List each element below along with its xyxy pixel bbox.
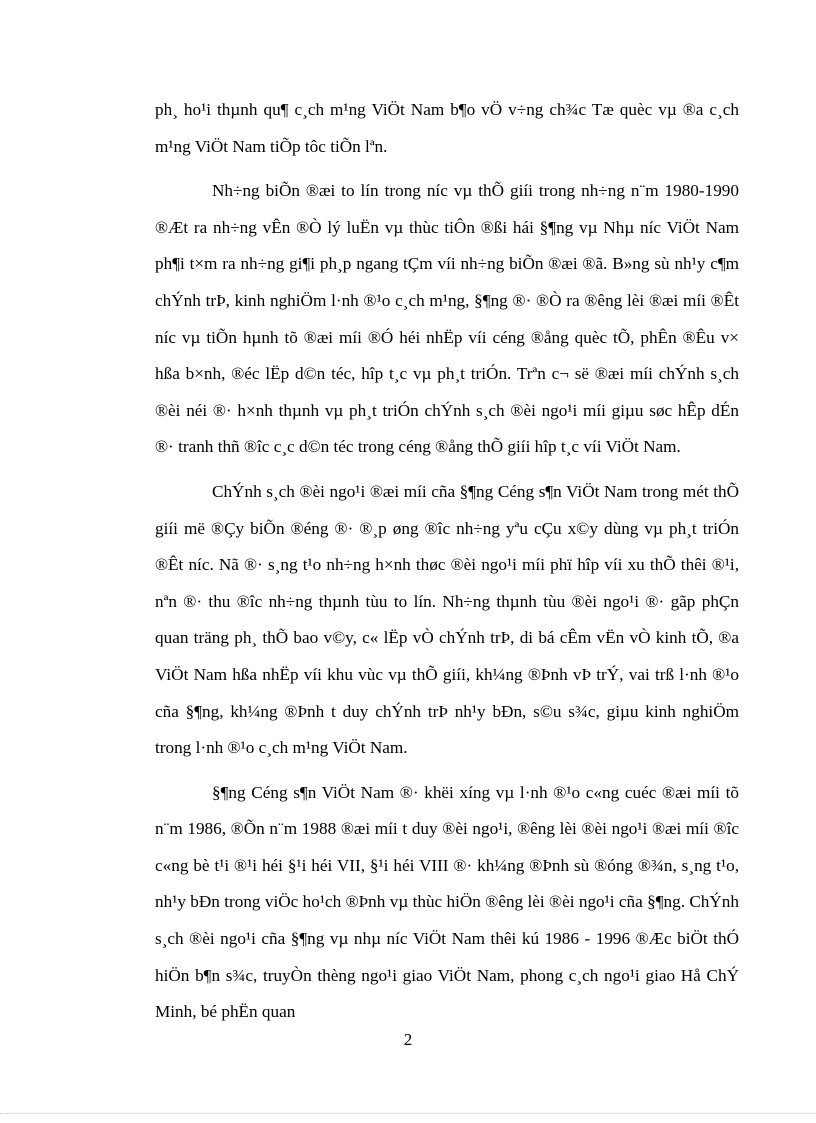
body-text (155, 92, 739, 1039)
page-number: 2 (403, 1030, 413, 1049)
paragraph: §¶ng Céng s¶n ViÖt Nam ®· khëi xíng vµ l·nh ®¹o c«ng cuéc ®æi míi tõ n¨m 1986, ®Õn n¨m 1988 ®æi míi t duy ®èi ngo¹i, ®êng lèi ®èi ngo¹i ®æi míi ®îc c«ng bè t¹i ®¹i héi §¹i héi VII, §¹i héi VIII ®· kh¼ng ®Þnh sù ®óng ®¾n, s¸ng t¹o, nh¹y bÐn trong viÖc ho¹ch ®Þnh vµ thùc hiÖn ®êng lèi ®èi ngo¹i cña §¶ng. ChÝnh s¸ch ®èi ngo¹i cña §¶ng vµ nhµ níc ViÖt Nam thêi kú 1986 - 1996 ®Æc biÖt thÓ hiÖn b¶n s¾c, truyÒn thèng ngo¹i giao ViÖt Nam, phong c¸ch ngo¹i giao Hå ChÝ Minh, bé phËn quan (155, 782, 739, 1022)
paragraph: ChÝnh s¸ch ®èi ngo¹i ®æi míi cña §¶ng Céng s¶n ViÖt Nam trong mét thÕ giíi më ®Çy biÕn ®éng ®· ®¸p øng ®îc nh÷ng yªu cÇu x©y dùng vµ ph¸t triÓn ®Êt níc. Nã ®· s¸ng t¹o nh÷ng h×nh thøc ®èi ngo¹i míi phï hîp víi xu thÕ thêi ®¹i, nªn ®· thu ®îc nh÷ng thµnh tùu to lín. Nh÷ng thµnh tùu ®èi ngo¹i ®· gãp phÇn quan träng ph¸ thÕ bao v©y, c« lËp vÒ chÝnh trÞ, di bá cÊm vËn vÒ kinh tÕ, ®a ViÖt Nam hßa nhËp víi khu vùc vµ thÕ giíi, kh¼ng ®Þnh vÞ trÝ, vai trß l·nh ®¹o cña §¶ng, kh¼ng ®Þnh t duy chÝnh trÞ nh¹y bÐn, s©u s¾c, giµu kinh nghiÖm trong l·nh ®¹o c¸ch m¹ng ViÖt Nam. (155, 481, 739, 758)
page-bottom-border (0, 1113, 816, 1114)
paragraph: Nh÷ng biÕn ®æi to lín trong níc vµ thÕ giíi trong nh÷ng n¨m 1980-1990 ®Æt ra nh÷ng vÊn ®Ò lý luËn vµ thùc tiÔn ®ßi hái §¶ng vµ Nhµ níc ViÖt Nam ph¶i t×m ra nh÷ng gi¶i ph¸p ngang tÇm víi nh÷ng biÕn ®æi ®ã. B»ng sù nh¹y c¶m chÝnh trÞ, kinh nghiÖm l·nh ®¹o c¸ch m¹ng, §¶ng ®· ®Ò ra ®êng lèi ®æi míi ®Êt níc vµ tiÕn hµnh tõ ®æi míi ®Ó héi nhËp víi céng ®ång quèc tÕ, phÊn ®Êu v× hßa b×nh, ®éc lËp d©n téc, hîp t¸c vµ ph¸t triÓn. Trªn c¬ së ®æi míi chÝnh s¸ch ®èi néi ®· h×nh thµnh vµ ph¸t triÓn chÝnh s¸ch ®èi ngo¹i míi giµu søc hÊp dÉn ®· tranh thñ ®îc c¸c d©n téc trong céng ®ång thÕ giíi hîp t¸c víi ViÖt Nam. (155, 181, 739, 457)
paragraph-continuation: ph¸ ho¹i thµnh qu¶ c¸ch m¹ng ViÖt Nam b¶o vÖ v÷ng ch¾c Tæ quèc vµ ®a c¸ch m¹ng ViÖt Nam tiÕp tôc tiÕn lªn. (155, 100, 739, 156)
